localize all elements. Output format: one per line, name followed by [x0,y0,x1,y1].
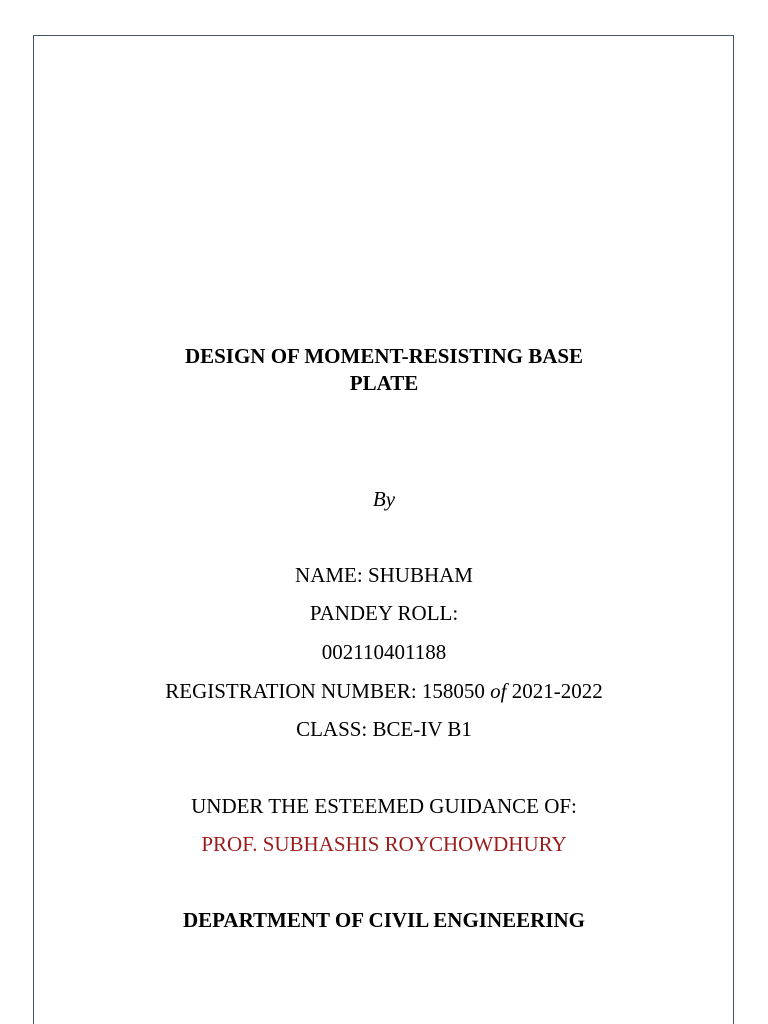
registration-of: of [490,679,507,703]
guide-name: PROF. SUBHASHIS ROYCHOWDHURY [201,832,567,856]
by-label: By [372,487,396,511]
registration-line [0,677,768,705]
title-line-1: DESIGN OF MOMENT-RESISTING BASE [184,344,584,368]
guidance-label: UNDER THE ESTEEMED GUIDANCE OF: [191,794,577,818]
name-line-2: PANDEY ROLL: [309,601,459,625]
class-line: CLASS: BCE-IV B1 [296,717,472,741]
registration-prefix: REGISTRATION NUMBER: 158050 [165,679,485,703]
registration-session: 2021-2022 [511,679,603,703]
document-title [0,343,768,397]
page-border [33,35,734,1024]
department-name: DEPARTMENT OF CIVIL ENGINEERING [182,908,585,932]
name-line-1: NAME: SHUBHAM [295,563,473,587]
roll-number: 002110401188 [321,640,447,664]
title-line-2: PLATE [349,371,419,395]
